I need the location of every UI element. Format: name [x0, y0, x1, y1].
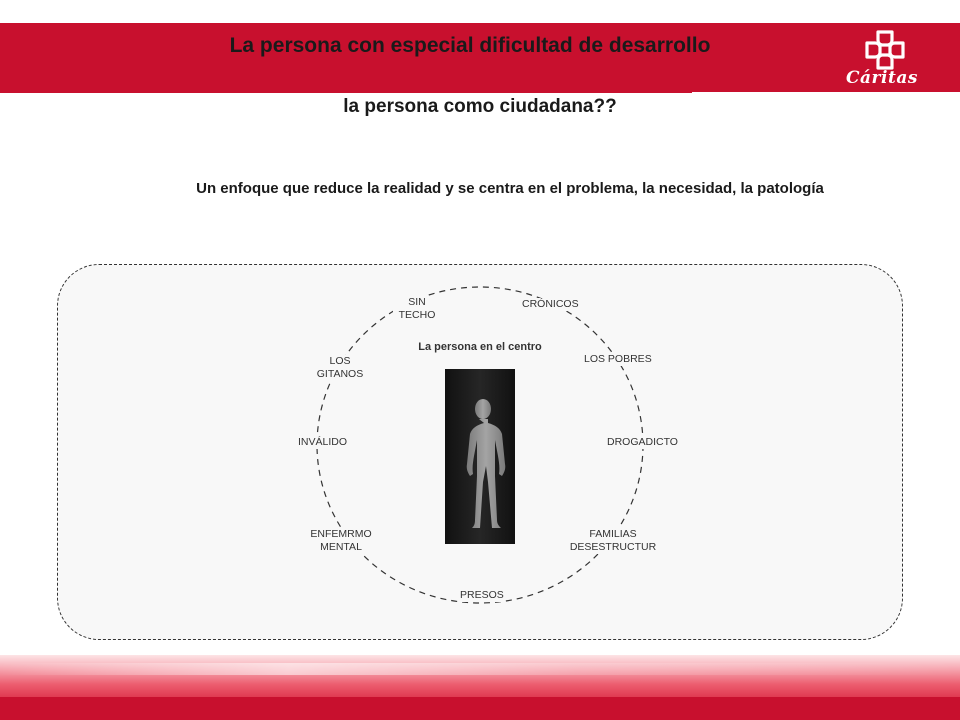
- bottom-gradient-band: [0, 655, 960, 697]
- person-panel: [445, 369, 515, 544]
- label-sin-techo: SIN TECHO: [393, 296, 441, 322]
- label-presos: PRESOS: [460, 589, 504, 601]
- subtitle: la persona como ciudadana??: [343, 96, 617, 117]
- label-los-pobres: LOS POBRES: [584, 353, 652, 365]
- intro-text: Un enfoque que reduce la realidad y se centra en el problema, la necesidad, la patología: [196, 180, 824, 197]
- bottom-band-highlight: [0, 663, 960, 675]
- label-cronicos: CRÓNICOS: [522, 298, 579, 310]
- bottom-red-strip: [0, 697, 960, 720]
- center-caption: La persona en el centro: [418, 341, 542, 353]
- person-silhouette-icon: [445, 369, 515, 544]
- brand-name: Cáritas: [846, 68, 918, 88]
- label-los-gitanos: LOS GITANOS: [312, 355, 368, 381]
- slide-title: La persona con especial dificultad de desarrollo: [229, 34, 711, 57]
- label-enfermo-mental: ENFEMRMO MENTAL: [308, 528, 374, 554]
- label-drogadicto: DROGADICTO: [607, 436, 678, 448]
- label-invalido: INVÁLIDO: [298, 436, 348, 448]
- label-familias-desestructuradas: FAMILIAS DESESTRUCTUR: [561, 528, 665, 554]
